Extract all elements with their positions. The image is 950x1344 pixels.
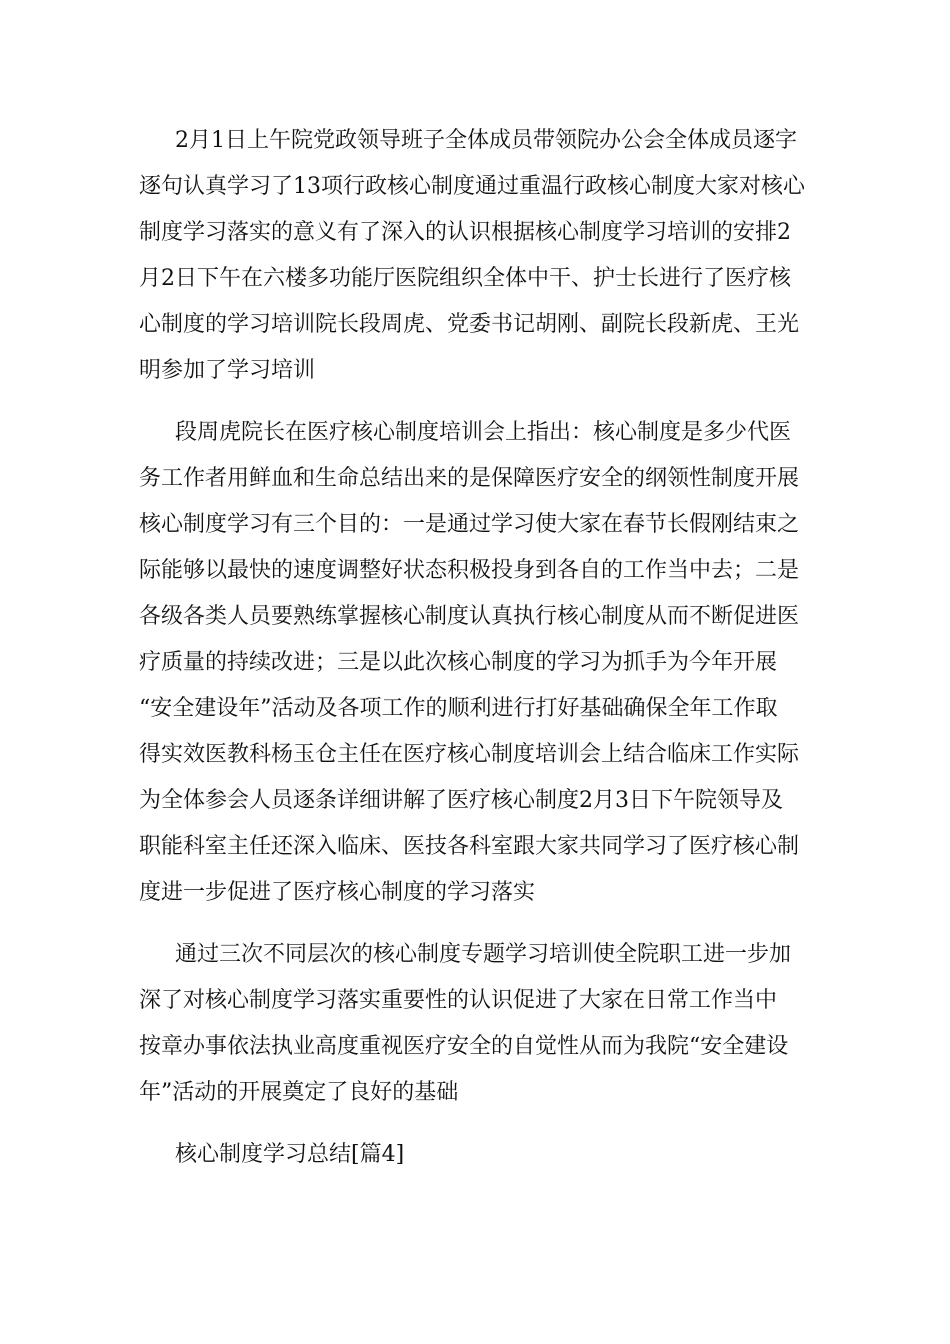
paragraph-line: 心制度的学习培训院长段周虎、党委书记胡刚、副院长段新虎、王光 — [139, 312, 800, 337]
paragraph-1 — [139, 118, 829, 394]
paragraph-line: 核心制度学习有三个目的：一是通过学习使大家在春节长假刚结束之 — [139, 512, 800, 537]
paragraph-line: 按章办事依法执业高度重视医疗安全的自觉性从而为我院“安全建设 — [139, 1034, 789, 1059]
paragraph-line: 度进一步促进了医疗核心制度的学习落实 — [139, 880, 536, 905]
paragraph-3 — [139, 932, 829, 1116]
paragraph-line: 月2日下午在六楼多功能厅医院组织全体中干、护士长进行了医疗核 — [139, 266, 791, 291]
paragraph-spacer — [139, 916, 829, 932]
paragraph-line: 段周虎院长在医疗核心制度培训会上指出：核心制度是多少代医 — [175, 420, 792, 445]
paragraph-line: “安全建设年”活动及各项工作的顺利进行打好基础确保全年工作取 — [139, 696, 778, 721]
paragraph-spacer — [139, 394, 829, 410]
paragraph-line: 为全体参会人员逐条详细讲解了医疗核心制度2月3日下午院领导及 — [139, 788, 783, 813]
paragraph-line: 制度学习落实的意义有了深入的认识根据核心制度学习培训的安排2 — [139, 220, 791, 245]
paragraph-line: 明参加了学习培训 — [139, 358, 316, 383]
paragraph-line: 得实效医教科杨玉仓主任在医疗核心制度培训会上结合临床工作实际 — [139, 742, 800, 767]
section-heading: 核心制度学习总结[篇4] — [175, 1142, 405, 1167]
paragraph-line: 逐句认真学习了13项行政核心制度通过重温行政核心制度大家对核心 — [139, 174, 805, 199]
paragraph-line: 通过三次不同层次的核心制度专题学习培训使全院职工进一步加 — [175, 942, 792, 967]
paragraph-line: 年”活动的开展奠定了良好的基础 — [139, 1080, 459, 1105]
paragraph-line: 职能科室主任还深入临床、医技各科室跟大家共同学习了医疗核心制 — [139, 834, 800, 859]
document-body — [139, 118, 829, 1178]
paragraph-line: 2月1日上午院党政领导班子全体成员带领院办公会全体成员逐字 — [175, 128, 797, 153]
paragraph-2 — [139, 410, 829, 916]
paragraph-line: 疗质量的持续改进；三是以此次核心制度的学习为抓手为今年开展 — [139, 650, 778, 675]
paragraph-line: 深了对核心制度学习落实重要性的认识促进了大家在日常工作当中 — [139, 988, 778, 1013]
paragraph-line: 各级各类人员要熟练掌握核心制度认真执行核心制度从而不断促进医 — [139, 604, 800, 629]
paragraph-line: 务工作者用鲜血和生命总结出来的是保障医疗安全的纲领性制度开展 — [139, 466, 800, 491]
paragraph-line: 际能够以最快的速度调整好状态积极投身到各自的工作当中去；二是 — [139, 558, 800, 583]
paragraph-spacer — [139, 1116, 829, 1132]
